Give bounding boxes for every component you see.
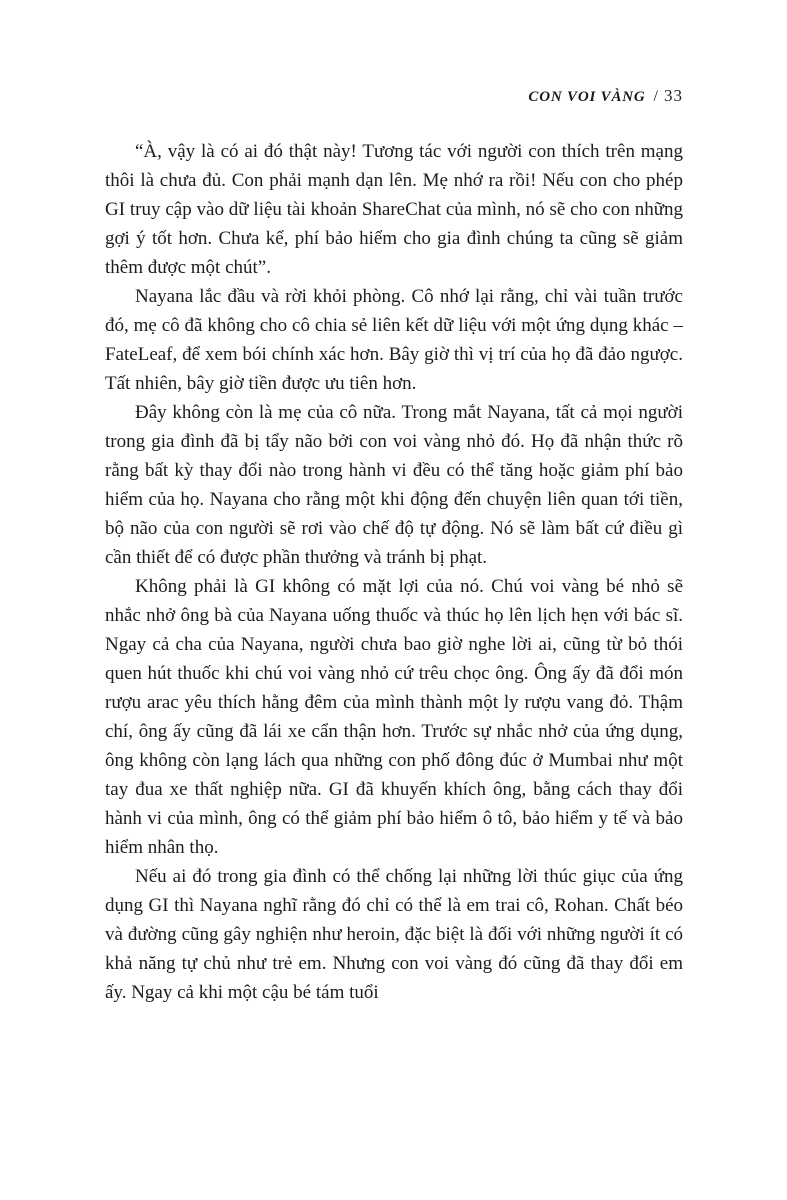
header-separator: /: [653, 88, 658, 105]
paragraph-2: Nayana lắc đầu và rời khỏi phòng. Cô nhớ lại rằng, chỉ vài tuần trước đó, mẹ cô đã không cho cô chia sẻ liên kết dữ liệu với một ứng dụng khác – FateLeaf, để xem bói chính xác hơn. Bây giờ thì vị trí của họ đã đảo ngược. Tất nhiên, bây giờ tiền được ưu tiên hơn.: [105, 286, 683, 394]
running-header: [105, 86, 683, 107]
paragraph-4: Không phải là GI không có mặt lợi của nó. Chú voi vàng bé nhỏ sẽ nhắc nhở ông bà của Nayana uống thuốc và thúc họ lên lịch hẹn với bác sĩ. Ngay cả cha của Nayana, người chưa bao giờ nghe lời ai, cũng từ bỏ thói quen hút thuốc khi chú voi vàng nhỏ cứ trêu chọc ông. Ông ấy đã đổi món rượu arac yêu thích hằng đêm của mình thành một ly rượu vang đỏ. Thậm chí, ông ấy cũng đã lái xe cẩn thận hơn. Trước sự nhắc nhở của ứng dụng, ông không còn lạng lách qua những con phố đông đúc ở Mumbai như một tay đua xe thất nghiệp nữa. GI đã khuyến khích ông, bằng cách thay đổi hành vi của mình, ông có thể giảm phí bảo hiểm ô tô, bảo hiểm y tế và bảo hiểm nhân thọ.: [105, 576, 683, 858]
chapter-title: CON VOI VÀNG: [528, 89, 646, 105]
page-number: 33: [664, 86, 683, 105]
page-body: [105, 137, 683, 1007]
paragraph-5: Nếu ai đó trong gia đình có thể chống lại những lời thúc giục của ứng dụng GI thì Nayana nghĩ rằng đó chỉ có thể là em trai cô, Rohan. Chất béo và đường cũng gây nghiện như heroin, đặc biệt là đối với những người ít có khả năng tự chủ như trẻ em. Nhưng con voi vàng đó cũng đã thay đổi em ấy. Ngay cả khi một cậu bé tám tuổi: [105, 866, 683, 1003]
paragraph-1: “À, vậy là có ai đó thật này! Tương tác với người con thích trên mạng thôi là chưa đủ. Con phải mạnh dạn lên. Mẹ nhớ ra rồi! Nếu con cho phép GI truy cập vào dữ liệu tài khoản ShareChat của mình, nó sẽ cho con những gợi ý tốt hơn. Chưa kể, phí bảo hiểm cho gia đình chúng ta cũng sẽ giảm thêm được một chút”.: [105, 141, 683, 278]
paragraph-3: Đây không còn là mẹ của cô nữa. Trong mắt Nayana, tất cả mọi người trong gia đình đã bị tẩy não bởi con voi vàng nhỏ đó. Họ đã nhận thức rõ rằng bất kỳ thay đổi nào trong hành vi đều có thể tăng hoặc giảm phí bảo hiểm của họ. Nayana cho rằng một khi động đến chuyện liên quan tới tiền, bộ não của con người sẽ rơi vào chế độ tự động. Nó sẽ làm bất cứ điều gì cần thiết để có được phần thưởng và tránh bị phạt.: [105, 402, 683, 568]
